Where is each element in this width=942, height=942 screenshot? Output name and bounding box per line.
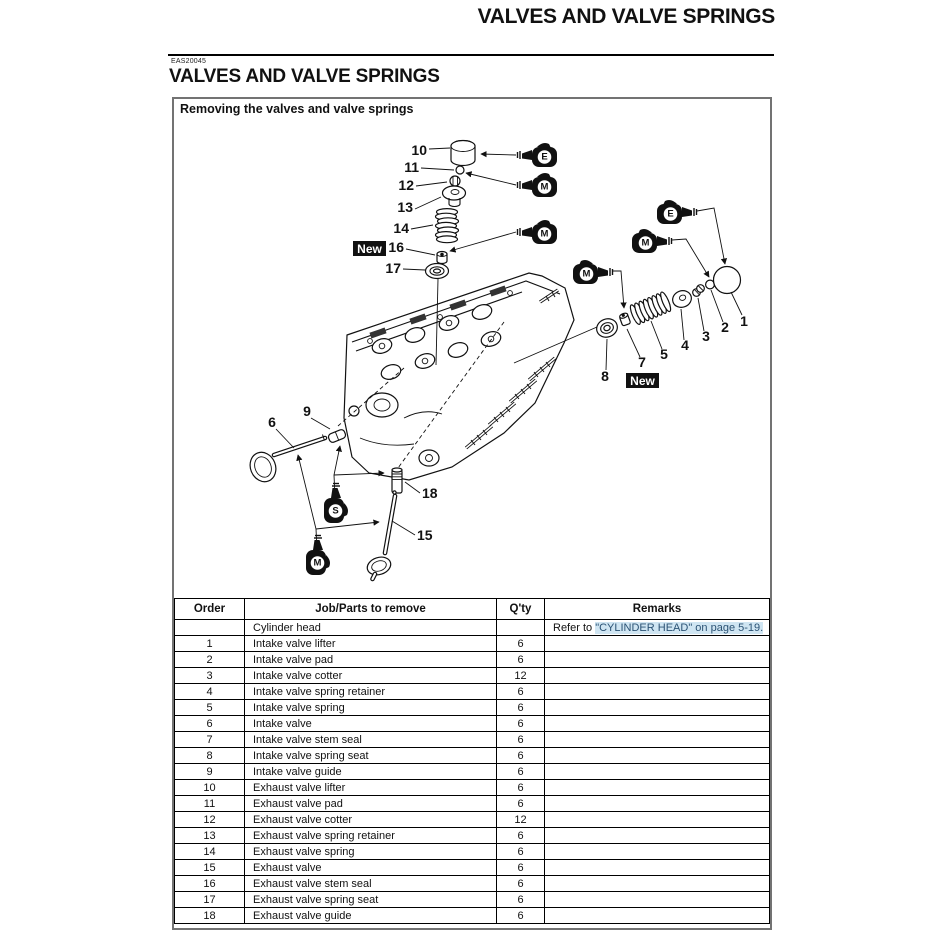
- remarks-cell: [545, 684, 770, 700]
- oilcan-M-icon: [306, 536, 330, 576]
- qty-cell: 6: [497, 828, 545, 844]
- part-callout-2: 2: [721, 319, 729, 335]
- remarks-cell: [545, 860, 770, 876]
- lubricant-letter: M: [540, 228, 549, 240]
- qty-cell: [497, 620, 545, 636]
- table-row: [175, 844, 770, 860]
- qty-cell: 6: [497, 684, 545, 700]
- column-header: Remarks: [545, 599, 770, 620]
- remarks-cell: [545, 652, 770, 668]
- job-cell: Exhaust valve spring retainer: [245, 828, 497, 844]
- order-cell: 12: [175, 812, 245, 828]
- job-cell: Exhaust valve spring: [245, 844, 497, 860]
- qty-cell: 6: [497, 636, 545, 652]
- remarks-cell: [545, 812, 770, 828]
- running-header: VALVES AND VALVE SPRINGS: [477, 5, 775, 28]
- table-row: [175, 620, 770, 636]
- part-callout-18: 18: [422, 485, 438, 501]
- order-cell: 2: [175, 652, 245, 668]
- lubricant-letter: M: [313, 557, 322, 569]
- part-callout-12: 12: [398, 177, 414, 193]
- qty-cell: 6: [497, 700, 545, 716]
- qty-cell: 6: [497, 860, 545, 876]
- job-cell: Exhaust valve stem seal: [245, 876, 497, 892]
- qty-cell: 6: [497, 652, 545, 668]
- remarks-cell: [545, 668, 770, 684]
- part-callout-1: 1: [740, 313, 748, 329]
- job-cell: Intake valve spring: [245, 700, 497, 716]
- qty-cell: 6: [497, 796, 545, 812]
- eas-code: EAS20045: [171, 58, 207, 65]
- qty-cell: 6: [497, 732, 545, 748]
- remarks-cell: [545, 828, 770, 844]
- order-cell: 10: [175, 780, 245, 796]
- remarks-cell: [545, 796, 770, 812]
- oilcan-E-icon: [518, 143, 558, 167]
- remarks-cell: [545, 716, 770, 732]
- part-callout-15: 15: [417, 527, 433, 543]
- new-tag: [626, 373, 659, 388]
- order-cell: 3: [175, 668, 245, 684]
- part-callout-11: 11: [404, 159, 419, 175]
- oilcan-E-icon: [657, 200, 697, 224]
- order-cell: 4: [175, 684, 245, 700]
- order-cell: 15: [175, 860, 245, 876]
- remarks-cell: [545, 636, 770, 652]
- column-header: Q'ty: [497, 599, 545, 620]
- order-cell: 13: [175, 828, 245, 844]
- oilcan-M-icon: [518, 173, 558, 197]
- order-cell: 8: [175, 748, 245, 764]
- header-rule: [168, 54, 774, 56]
- table-row: [175, 684, 770, 700]
- lubricant-letter: M: [582, 268, 591, 280]
- table-row: [175, 812, 770, 828]
- table-row: [175, 780, 770, 796]
- cylinder-head-drawing: [338, 273, 574, 480]
- oilcan-M-icon: [573, 260, 613, 284]
- remarks-cell: [545, 764, 770, 780]
- job-cell: Cylinder head: [245, 620, 497, 636]
- qty-cell: 6: [497, 764, 545, 780]
- exploded-parts-diagram: [174, 118, 770, 598]
- remarks-cell: [545, 876, 770, 892]
- job-cell: Intake valve: [245, 716, 497, 732]
- lubricant-letter: M: [641, 237, 650, 249]
- remarks-cell: [545, 780, 770, 796]
- table-row: [175, 876, 770, 892]
- new-tag-label: New: [630, 374, 655, 388]
- order-cell: 6: [175, 716, 245, 732]
- part-callout-17: 17: [385, 260, 401, 276]
- order-cell: 5: [175, 700, 245, 716]
- job-cell: Intake valve spring seat: [245, 748, 497, 764]
- new-tag-label: New: [357, 242, 382, 256]
- table-row: [175, 796, 770, 812]
- order-cell: 11: [175, 796, 245, 812]
- table-row: [175, 828, 770, 844]
- remarks-cell: [545, 732, 770, 748]
- remarks-cell: [545, 748, 770, 764]
- job-cell: Intake valve cotter: [245, 668, 497, 684]
- qty-cell: 12: [497, 812, 545, 828]
- intake-valve-spring-coils: [628, 291, 672, 326]
- oilcan-M-icon: [632, 229, 672, 253]
- column-header: Order: [175, 599, 245, 620]
- table-row: [175, 636, 770, 652]
- exhaust-valve-spring-coils: [436, 209, 459, 243]
- part-callout-7: 7: [638, 354, 646, 370]
- remarks-cell: [545, 844, 770, 860]
- table-row: [175, 716, 770, 732]
- table-row: [175, 652, 770, 668]
- oilcan-M-icon: [518, 220, 558, 244]
- lubricant-letter: E: [541, 151, 548, 163]
- qty-cell: 12: [497, 668, 545, 684]
- table-row: [175, 700, 770, 716]
- job-cell: Intake valve guide: [245, 764, 497, 780]
- figure-caption: Removing the valves and valve springs: [180, 102, 414, 116]
- remarks-cell: [545, 620, 770, 636]
- job-cell: Intake valve spring retainer: [245, 684, 497, 700]
- qty-cell: 6: [497, 844, 545, 860]
- remarks-prefix: Refer to: [553, 621, 596, 634]
- parts-table: [174, 598, 770, 924]
- job-cell: Exhaust valve pad: [245, 796, 497, 812]
- part-callout-14: 14: [393, 220, 409, 236]
- qty-cell: 6: [497, 716, 545, 732]
- order-cell: 1: [175, 636, 245, 652]
- order-cell: 17: [175, 892, 245, 908]
- parts-table-body: [175, 620, 770, 924]
- order-cell: 9: [175, 764, 245, 780]
- job-cell: Exhaust valve cotter: [245, 812, 497, 828]
- lubricant-letter: M: [540, 181, 549, 193]
- part-callout-16: 16: [388, 239, 404, 255]
- section-title: VALVES AND VALVE SPRINGS: [169, 66, 440, 87]
- parts-table-header: [175, 599, 770, 620]
- job-cell: Exhaust valve spring seat: [245, 892, 497, 908]
- job-cell: Exhaust valve lifter: [245, 780, 497, 796]
- column-header: Job/Parts to remove: [245, 599, 497, 620]
- qty-cell: 6: [497, 892, 545, 908]
- qty-cell: 6: [497, 748, 545, 764]
- job-cell: Intake valve stem seal: [245, 732, 497, 748]
- order-cell: 14: [175, 844, 245, 860]
- order-cell: 7: [175, 732, 245, 748]
- part-callout-4: 4: [681, 337, 689, 353]
- table-row: [175, 860, 770, 876]
- order-cell: [175, 620, 245, 636]
- job-cell: Intake valve lifter: [245, 636, 497, 652]
- order-cell: 16: [175, 876, 245, 892]
- part-callout-6: 6: [268, 414, 276, 430]
- remarks-cell: [545, 908, 770, 924]
- table-row: [175, 764, 770, 780]
- table-row: [175, 732, 770, 748]
- part-callout-3: 3: [702, 328, 710, 344]
- part-callout-8: 8: [601, 368, 609, 384]
- remarks-cell: [545, 700, 770, 716]
- new-tag: [353, 241, 386, 256]
- oilcan-S-icon: [324, 484, 348, 524]
- qty-cell: 6: [497, 780, 545, 796]
- order-cell: 18: [175, 908, 245, 924]
- qty-cell: 6: [497, 876, 545, 892]
- qty-cell: 6: [497, 908, 545, 924]
- cylinder-head-xref-link[interactable]: "CYLINDER HEAD" on page 5-19.: [595, 621, 764, 634]
- part-callout-13: 13: [397, 199, 413, 215]
- table-row: [175, 908, 770, 924]
- table-row: [175, 748, 770, 764]
- table-row: [175, 892, 770, 908]
- job-cell: Exhaust valve guide: [245, 908, 497, 924]
- part-callout-5: 5: [660, 346, 668, 362]
- part-callout-9: 9: [303, 403, 311, 419]
- job-cell: Intake valve pad: [245, 652, 497, 668]
- lubricant-letter: E: [667, 208, 674, 220]
- figure-box: [172, 97, 772, 930]
- lubricant-letter: S: [332, 505, 339, 517]
- table-row: [175, 668, 770, 684]
- remarks-cell: [545, 892, 770, 908]
- part-callout-10: 10: [411, 142, 427, 158]
- job-cell: Exhaust valve: [245, 860, 497, 876]
